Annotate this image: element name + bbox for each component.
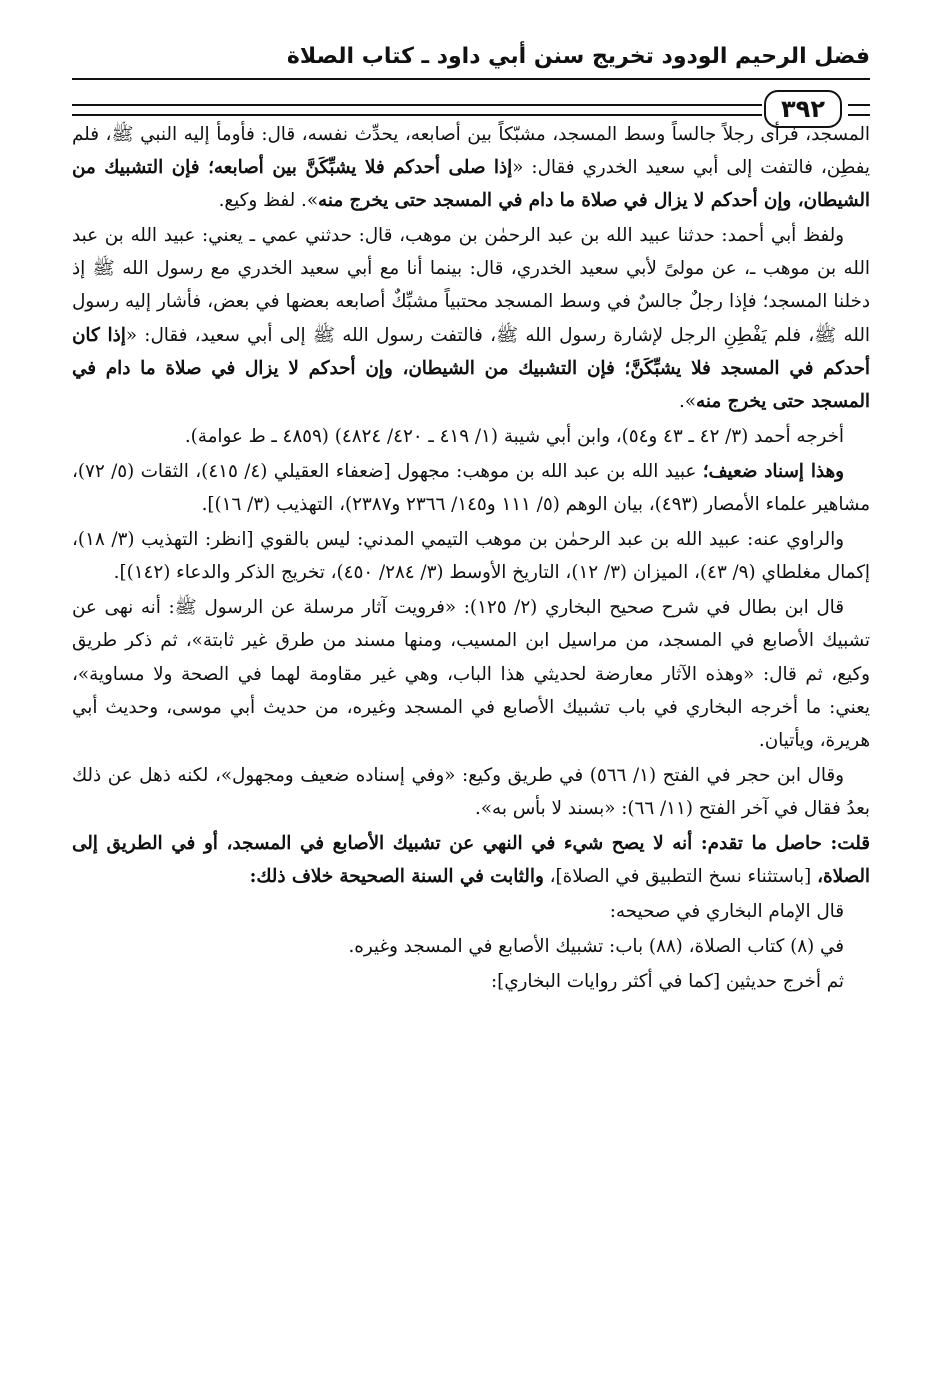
double-rule-right bbox=[848, 104, 870, 116]
text-span: [باستثناء نسخ التطبيق في الصلاة]، bbox=[543, 866, 818, 888]
paragraph-narrator bbox=[72, 523, 870, 589]
text-span: ولفظ أبي أحمد: حدثنا عبيد الله بن عبد الرحمٰن بن موهب، قال: حدثني عمي ـ يعني: عبيد الله بن عبد الله بن موهب ـ، عن مولىً لأبي سعيد الخدري، قال: بينما أنا مع أبي سعيد الخدري مع رسول الله ﷺ إذ دخلنا المسجد؛ فإذا رجلٌ جالسٌ في وسط المسجد محتبياً مشبِّكٌ أصابعه بعضها في بعض، فأشار إليه رسول الله ﷺ، فلم يَفْطِنِ الرجل لإشارة رسول الله ﷺ، فالتفت رسول الله ﷺ إلى أبي سعيد، فقال: « bbox=[72, 225, 870, 346]
text-span: وقال ابن حجر في الفتح (١/ ٥٦٦) في طريق وكيع: «وفي إسناده ضعيف ومجهول»، لكنه ذهل عن ذلك بعدُ فقال في آخر الفتح (١١/ ٦٦): «بسند لا بأس به». bbox=[72, 764, 870, 819]
paragraph-ibn-hajar bbox=[72, 759, 870, 825]
page-body bbox=[72, 118, 870, 1000]
paragraph-conclusion bbox=[72, 827, 870, 893]
conclusion-bold: والثابت في السنة الصحيحة خلاف ذلك: bbox=[249, 866, 544, 888]
hadith-quote: إذا صلى أحدكم فلا يشبِّكَنَّ بين أصابعه؛ فإن التشبيك من الشيطان، وإن أحدكم لا يزال في صلاة ما دام في المسجد حتى يخرج منه bbox=[72, 157, 870, 212]
paragraph-bukhari-hadiths bbox=[72, 965, 870, 998]
hadith-quote: إذا كان أحدكم في المسجد فلا يشبِّكَنَّ؛ فإن التشبيك من الشيطان، وإن أحدكم لا يزال في صلاة ما دام في المسجد حتى يخرج منه bbox=[72, 324, 870, 412]
paragraph-hadith-wording-waki bbox=[72, 118, 870, 217]
grade-label: وهذا إسناد ضعيف؛ bbox=[702, 460, 844, 482]
double-rule-left bbox=[72, 104, 762, 116]
text-span: والراوي عنه: عبيد الله بن عبد الرحمٰن بن موهب التيمي المدني: ليس بالقوي [انظر: التهذيب (٣/ ١٨)، إكمال مغلطاي (٩/ ٤٣)، الميزان (٣/ ١٢)، التاريخ الأوسط (٣/ ٢٨٤/ ٤٥٠)، تخريج الذكر والدعاء (١٤٢)]. bbox=[72, 529, 870, 584]
text-span: في (٨) كتاب الصلاة، (٨٨) باب: تشبيك الأصابع في المسجد وغيره. bbox=[348, 936, 844, 958]
text-span: قال الإمام البخاري في صحيحه: bbox=[609, 901, 844, 923]
paragraph-isnad-grade bbox=[72, 455, 870, 521]
header-divider bbox=[72, 78, 870, 80]
paragraph-bukhari-intro bbox=[72, 895, 870, 928]
page-number: ٣٩٢ bbox=[764, 90, 842, 128]
text-span: ». bbox=[679, 390, 697, 412]
text-span: قال ابن بطال في شرح صحيح البخاري (٢/ ١٢٥): «فرويت آثار مرسلة عن الرسول ﷺ: أنه نهى عن تشبيك الأصابع في المسجد، من مراسيل ابن المسيب، ومنها مسند من طرق غير ثابتة»، ثم ذكر طريق وكيع، ثم قال: «وهذه الآثار معارضة لحديثي هذا الباب، وهي غير مقاومة لهما في الصحة ولا مساوية»، يعني: ما أخرجه البخاري في باب تشبيك الأصابع في المسجد وغيره، من حديث أبي موسى، وحديث أبي هريرة، ويأتيان. bbox=[72, 597, 870, 751]
paragraph-takhrij bbox=[72, 420, 870, 453]
paragraph-ibn-battal bbox=[72, 591, 870, 756]
text-span: ثم أخرج حديثين [كما في أكثر روايات البخاري]: bbox=[490, 971, 844, 993]
running-title: فضل الرحيم الودود تخريج سنن أبي داود ـ كتاب الصلاة bbox=[286, 44, 870, 69]
text-span: أخرجه أحمد (٣/ ٤٢ ـ ٤٣ و٥٤)، وابن أبي شيبة (١/ ٤١٩ ـ ٤٢٠/ ٤٨٢٤) (٤٨٥٩ ـ ط عوامة). bbox=[184, 425, 844, 447]
page-header bbox=[72, 40, 870, 123]
text-span: عبيد الله بن عبد الله بن موهب: مجهول [ضعفاء العقيلي (٤/ ٤١٥)، الثقات (٥/ ٧٢)، مشاهير علماء الأمصار (٤٩٣)، بيان الوهم (٥/ ١١١ و١٤٥/ ٢٣٦٦ و٢٣٨٧)، التهذيب (٣/ ١٦)]. bbox=[72, 460, 870, 516]
paragraph-hadith-wording-abu-ahmad bbox=[72, 219, 870, 418]
conclusion-bold: قلت: حاصل ما تقدم: أنه لا يصح شيء في النهي عن تشبيك الأصابع في المسجد، أو في الطريق إلى الصلاة، bbox=[72, 832, 870, 888]
text-span: ». لفظ وكيع. bbox=[218, 190, 319, 212]
text-span: المسجد، فرأى رجلاً جالساً وسط المسجد، مشبّكاً بين أصابعه، يحدِّث نفسه، قال: فأومأ إليه النبي ﷺ، فلم يفطِن، فالتفت إلى أبي سعيد الخدري فقال: « bbox=[72, 124, 870, 179]
paragraph-bukhari-chapter bbox=[72, 930, 870, 963]
